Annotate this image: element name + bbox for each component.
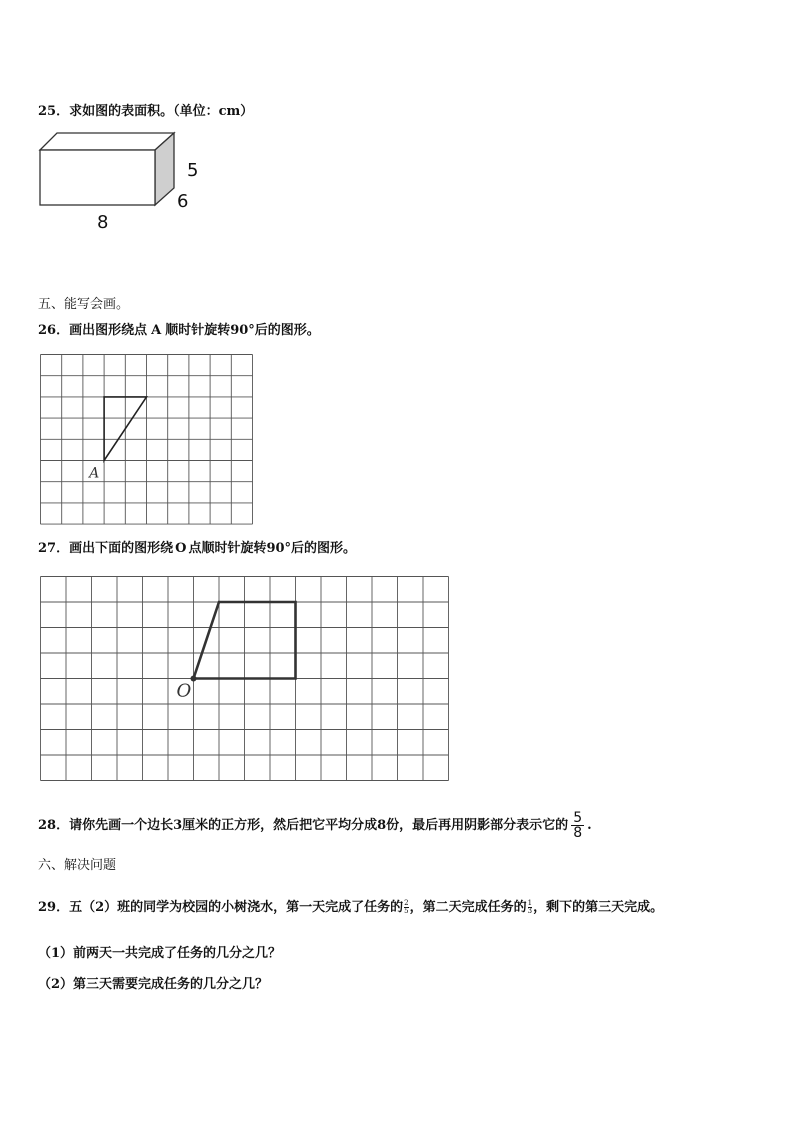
q26-point-ref: A	[151, 323, 162, 338]
q29-number: 29．	[38, 900, 70, 915]
q26-text	[38, 323, 320, 339]
cuboid-height-label: 5	[187, 160, 199, 181]
q29-sub1: （1）前两天一共完成了任务的几分之几？	[38, 946, 282, 961]
q29-fraction-2	[528, 900, 532, 915]
q27-number: 27．	[38, 541, 70, 556]
grid-26	[40, 354, 252, 524]
q29-prompt-a: 五（2）班的同学为校园的小树浇水，第一天完成了任务的	[69, 900, 404, 915]
q29-prompt-c: ，剩下的第三天完成。	[533, 900, 664, 915]
q29-fraction-1	[404, 900, 408, 915]
section6-title: 六、解决问题	[38, 858, 117, 873]
q26-prompt-b: 顺时针旋转90°后的图形。	[165, 323, 320, 338]
q29-frac2-numerator: 1	[527, 899, 533, 907]
q29-frac2-denominator: 3	[527, 907, 533, 915]
q29-frac1-numerator: 2	[404, 899, 409, 907]
q27-prompt-a: 画出下面的图形绕	[69, 541, 174, 556]
q28-end: .	[587, 818, 592, 833]
q28-frac-numerator: 5	[573, 810, 583, 826]
q29-text	[38, 900, 663, 916]
cuboid-top-face	[40, 133, 174, 150]
q27-text	[38, 541, 356, 557]
q28-number: 28．	[38, 818, 70, 833]
q28-prompt: 请你先画一个边长3厘米的正方形，然后把它平均分成8份，最后再用阴影部分表示它的	[69, 818, 569, 833]
cuboid-width-label: 6	[177, 191, 189, 212]
point-o-label: O	[176, 680, 192, 702]
point-a-label: A	[89, 465, 100, 482]
q27-prompt-b: 点顺时针旋转90°后的图形。	[188, 541, 357, 556]
section5-title: 五、能写会画。	[38, 297, 130, 312]
cuboid-front-face	[40, 150, 155, 205]
q28-fraction	[571, 811, 584, 840]
q27-point-ref: O	[175, 541, 187, 556]
q28-text	[38, 808, 592, 844]
point-o-dot	[191, 676, 197, 682]
q29-sub2: （2）第三天需要完成任务的几分之几？	[38, 977, 269, 992]
q28-frac-denominator: 8	[573, 825, 583, 841]
q25-number: 25．	[38, 104, 70, 119]
q29-prompt-b: ，第二天完成任务的	[409, 900, 527, 915]
cuboid-length-label: 8	[97, 212, 109, 233]
q26-prompt-a: 画出图形绕点	[69, 323, 148, 338]
q25-prompt: 求如图的表面积。（单位：cm）	[69, 104, 254, 119]
q26-number: 26．	[38, 323, 70, 338]
q29-frac1-denominator: 5	[404, 907, 409, 915]
grid-27	[40, 576, 446, 781]
